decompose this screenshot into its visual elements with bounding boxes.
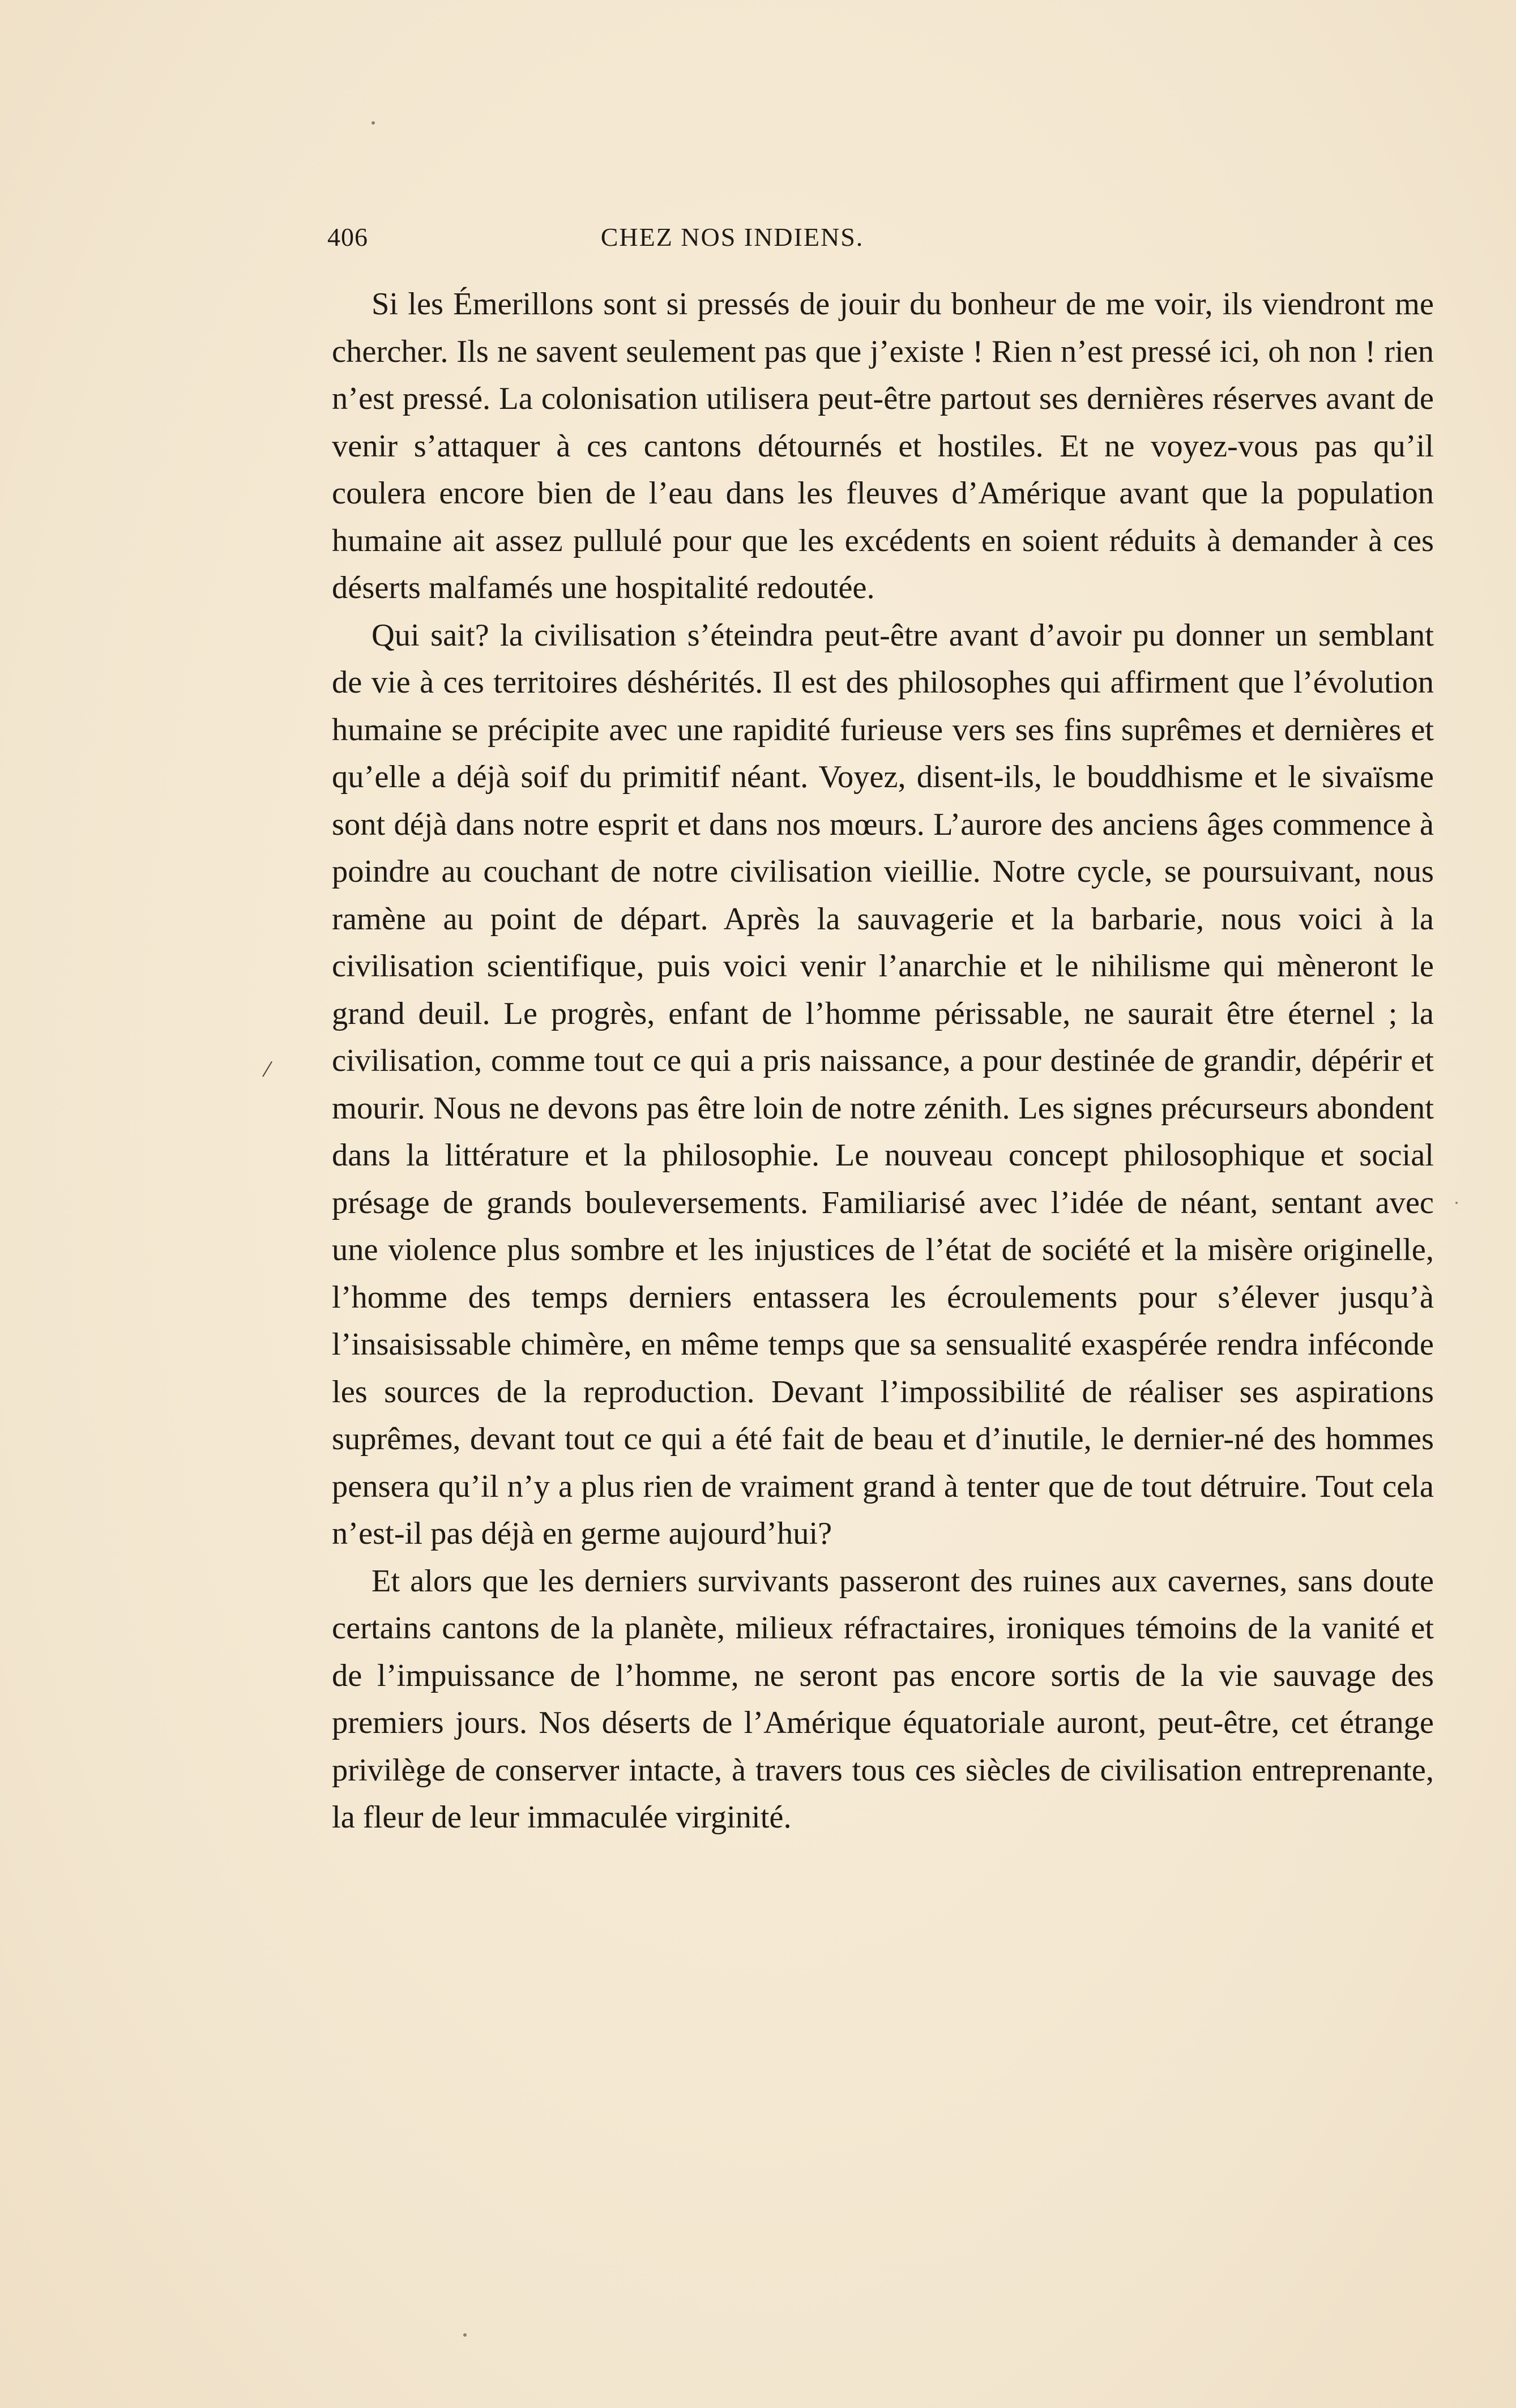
paper-speck — [463, 2333, 467, 2337]
paper-speck — [371, 121, 375, 125]
page-header — [327, 222, 1137, 262]
page-number: 406 — [327, 223, 368, 251]
paragraph: Et alors que les derniers survivants passeront des ruines aux cavernes, sans doute certains cantons de la planète, milieux réfractaires, ironiques témoins de la vanité et de l’impuissance de l’homme, ne seront pas encore sortis de la vie sauvage des premiers jours. Nos déserts de l’Amérique équatoriale auront, peut-être, cet étrange privilège de conserver intacte, à travers tous ces siècles de civilisation entreprenante, la fleur de leur immaculée virginité. — [332, 1563, 1434, 1835]
margin-mark: / — [261, 1054, 274, 1083]
paper-speck — [1455, 1202, 1458, 1204]
paragraph: Si les Émerillons sont si pressés de jouir du bonheur de me voir, ils viendront me chercher. Ils ne savent seulement pas que j’existe ! Rien n’est pressé ici, oh non ! rien n’est pressé. La colonisation utilisera peut-être partout ses dernières réserves avant de venir s’attaquer à ces cantons détournés et hostiles. Et ne voyez-vous pas qu’il coulera encore bien de l’eau dans les fleuves d’Amérique avant que la population humaine ait assez pullulé pour que les excédents en soient réduits à demander à ces déserts malfamés une hospitalité redoutée. — [332, 287, 1434, 605]
running-title: CHEZ NOS INDIENS. — [600, 223, 864, 251]
paragraph: Qui sait? la civilisation s’éteindra peut-être avant d’avoir pu donner un semblant de vie à ces territoires déshérités. Il est des philosophes qui affirment que l’évolution humaine se précipite avec une rapidité furieuse vers ses fins suprêmes et dernières et qu’elle a déjà soif du primitif néant. Voyez, disent-ils, le bouddhisme et le sivaïsme sont déjà dans notre esprit et dans nos mœurs. L’aurore des anciens âges commence à poindre au couchant de notre civilisation vieillie. Notre cycle, se poursuivant, nous ramène au point de départ. Après la sauvagerie et la barbarie, nous voici à la civilisation scientifique, puis voici venir l’anarchie et le nihilisme qui mèneront le grand deuil. Le progrès, enfant de l’homme périssable, ne saurait être éternel ; la civilisation, comme tout ce qui a pris naissance, a pour destinée de grandir, dépérir et mourir. Nous ne devons pas être loin de notre zénith. Les signes précurseurs abondent dans la littérature et la philosophie. Le nouveau concept philosophique et social présage de grands bouleversements. Familiarisé avec l’idée de néant, sentant avec une violence plus sombre et les injustices de l’état de société et la misère originelle, l’homme des temps derniers entassera les écroulements pour s’élever jusqu’à l’insaisissable chimère, en même temps que sa sensualité exaspérée rendra inféconde les sources de la reproduction. Devant l’impossibilité de réaliser ses aspirations suprêmes, devant tout ce qui a été fait de beau et d’inutile, le dernier-né des hommes pensera qu’il n’y a plus rien de vraiment grand à tenter que de tout détruire. Tout cela n’est-il pas déjà en germe aujourd’hui? — [332, 617, 1434, 1551]
body-text — [332, 281, 1434, 1842]
